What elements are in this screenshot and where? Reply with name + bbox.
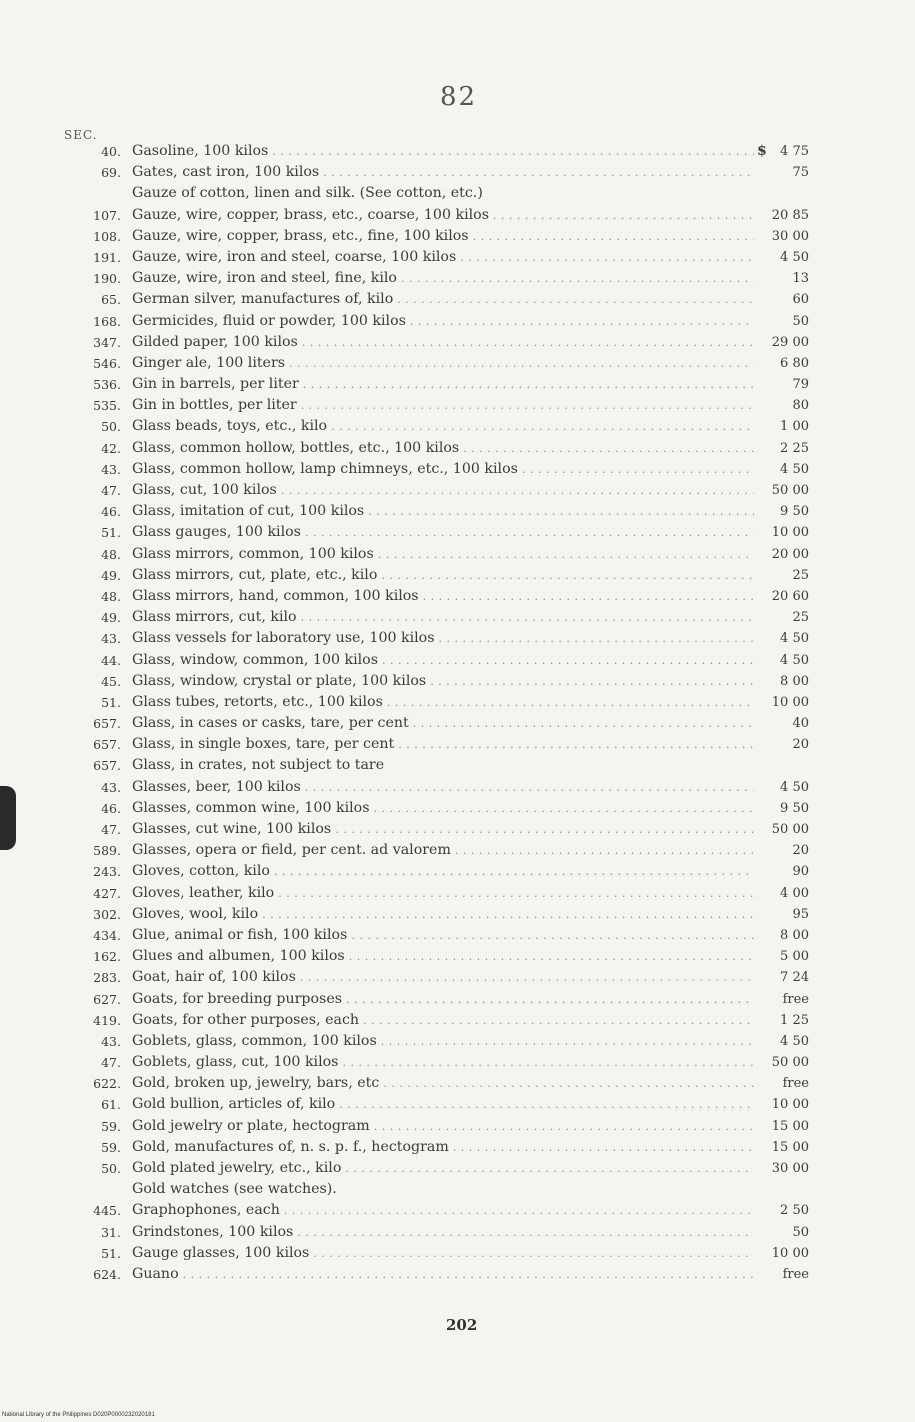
item-description <box>132 1073 754 1094</box>
tariff-entry-row <box>0 1073 915 1094</box>
tariff-entry-row <box>0 522 915 543</box>
section-number: 47. <box>101 1055 121 1071</box>
duty-rate: 4 00 <box>780 885 809 901</box>
item-description-text: Grindstones, 100 kilos <box>132 1224 297 1240</box>
item-description <box>132 883 754 904</box>
section-number: 46. <box>101 800 121 816</box>
section-number: 624. <box>93 1266 121 1282</box>
tariff-entry-row <box>0 162 915 183</box>
item-description-text: Gauge glasses, 100 kilos <box>132 1245 313 1261</box>
item-description <box>132 1222 754 1243</box>
duty-rate: 20 60 <box>771 588 809 604</box>
tariff-entry-row <box>0 353 915 374</box>
item-description <box>132 332 754 353</box>
section-number: 42. <box>101 440 121 456</box>
item-description <box>132 1243 754 1264</box>
item-description-text: Gold jewelry or plate, hectogram <box>132 1118 374 1134</box>
section-number: 59. <box>101 1139 121 1155</box>
item-description-text: Germicides, fluid or powder, 100 kilos <box>132 313 410 329</box>
duty-rate: 75 <box>792 165 809 181</box>
item-description <box>132 205 754 226</box>
duty-rate: 5 00 <box>780 949 809 965</box>
tariff-entry-row <box>0 1137 915 1158</box>
tariff-entry-row <box>0 946 915 967</box>
duty-rate: 4 50 <box>780 631 809 647</box>
item-description <box>132 1264 754 1285</box>
item-description <box>132 1031 754 1052</box>
section-number: 191. <box>93 249 121 265</box>
tariff-entry-row <box>0 989 915 1010</box>
duty-rate: free <box>782 991 809 1007</box>
item-description-text: Glass, common hollow, lamp chimneys, etc., 100 kilos <box>132 461 522 477</box>
item-description <box>132 1158 754 1179</box>
duty-rate: 60 <box>792 292 809 308</box>
tariff-entry-row <box>0 332 915 353</box>
item-description-text: Glasses, opera or field, per cent. ad valorem <box>132 842 455 858</box>
section-number: 43. <box>101 1033 121 1049</box>
item-description-text: Gilded paper, 100 kilos <box>132 334 302 350</box>
item-description-text: Glass mirrors, hand, common, 100 kilos <box>132 588 423 604</box>
duty-rate: 20 00 <box>771 546 809 562</box>
item-description-text: Glass mirrors, common, 100 kilos <box>132 546 378 562</box>
duty-rate: 79 <box>792 377 809 393</box>
duty-rate: 6 80 <box>780 355 809 371</box>
item-description <box>132 289 754 310</box>
section-number: 51. <box>101 525 121 541</box>
item-description-text: Glass mirrors, cut, plate, etc., kilo <box>132 567 381 583</box>
tariff-entry-row <box>0 819 915 840</box>
item-description-text: Glasses, common wine, 100 kilos <box>132 800 374 816</box>
tariff-entry-row <box>0 798 915 819</box>
item-description-text: Glues and albumen, 100 kilos <box>132 948 349 964</box>
duty-rate: 9 50 <box>780 504 809 520</box>
item-description-text: Gloves, leather, kilo <box>132 885 278 901</box>
section-number: 657. <box>93 716 121 732</box>
duty-rate: 9 50 <box>780 800 809 816</box>
section-number: 162. <box>93 949 121 965</box>
tariff-entry-row <box>0 692 915 713</box>
item-description <box>132 628 754 649</box>
section-number: 427. <box>93 885 121 901</box>
item-description <box>132 819 754 840</box>
item-description <box>132 416 754 437</box>
section-number: 243. <box>93 864 121 880</box>
tariff-entry-row <box>0 1010 915 1031</box>
tariff-entry-row <box>0 480 915 501</box>
duty-rate: free <box>782 1076 809 1092</box>
duty-rate: 2 50 <box>780 1203 809 1219</box>
item-description-text: Glass beads, toys, etc., kilo <box>132 418 331 434</box>
tariff-entry-row <box>0 1179 915 1200</box>
item-description <box>132 438 754 459</box>
duty-rate: 1 00 <box>780 419 809 435</box>
duty-rate: 4 50 <box>780 1033 809 1049</box>
tariff-entry-row <box>0 226 915 247</box>
section-number: 69. <box>101 165 121 181</box>
tariff-entry-row <box>0 883 915 904</box>
item-description <box>132 1137 754 1158</box>
item-description-text: Gates, cast iron, 100 kilos <box>132 164 323 180</box>
tariff-entry-row <box>0 1052 915 1073</box>
item-description <box>132 607 754 628</box>
item-description-text: Goat, hair of, 100 kilos <box>132 969 300 985</box>
item-description-text: Gauze, wire, copper, brass, etc., fine, 100 kilos <box>132 228 473 244</box>
tariff-entry-row <box>0 671 915 692</box>
item-description <box>132 777 754 798</box>
tariff-entry-row <box>0 1243 915 1264</box>
item-description-text: Glue, animal or fish, 100 kilos <box>132 927 351 943</box>
section-number: 622. <box>93 1076 121 1092</box>
duty-rate: 4 50 <box>780 652 809 668</box>
dollar-sign: $ <box>757 143 767 159</box>
item-description <box>132 586 754 607</box>
item-description-text: Glass, in crates, not subject to tare <box>132 757 388 773</box>
duty-rate: 10 00 <box>771 525 809 541</box>
section-number: 47. <box>101 483 121 498</box>
section-number: 589. <box>93 843 121 859</box>
duty-rate: 29 00 <box>771 334 809 350</box>
item-description-text: Ginger ale, 100 liters <box>132 355 289 371</box>
item-description-text: Gold plated jewelry, etc., kilo <box>132 1160 345 1176</box>
item-description <box>132 459 754 480</box>
duty-rate: 40 <box>792 716 809 732</box>
tariff-entry-row <box>0 607 915 628</box>
section-number: 48. <box>101 546 121 562</box>
duty-rate: free <box>782 1266 809 1282</box>
item-description-text: Gold, broken up, jewelry, bars, etc <box>132 1075 383 1091</box>
item-description-text: Gauze of cotton, linen and silk. (See cotton, etc.) <box>132 185 487 201</box>
section-column-header: SEC. <box>64 128 98 142</box>
item-description-text: Gloves, wool, kilo <box>132 906 262 922</box>
item-description-text: Guano <box>132 1266 183 1282</box>
item-description-text: Goblets, glass, common, 100 kilos <box>132 1033 381 1049</box>
tariff-entry-row <box>0 1094 915 1115</box>
item-description <box>132 967 754 988</box>
duty-rate: 90 <box>792 864 809 880</box>
item-description <box>132 522 754 543</box>
item-description <box>132 1200 754 1221</box>
tariff-entry-row <box>0 311 915 332</box>
tariff-entry-row <box>0 1222 915 1243</box>
duty-rate: 4 50 <box>780 461 809 477</box>
duty-rate: 4 75 <box>780 144 809 159</box>
item-description-text: Glasses, cut wine, 100 kilos <box>132 821 335 837</box>
duty-rate: 30 00 <box>771 228 809 244</box>
item-description <box>132 692 754 713</box>
tariff-entry-row <box>0 777 915 798</box>
section-number: 43. <box>101 779 121 795</box>
section-number: 45. <box>101 673 121 689</box>
section-number: 283. <box>93 970 121 986</box>
duty-rate: 20 <box>792 737 809 753</box>
tariff-entry-row <box>0 1200 915 1221</box>
section-number: 31. <box>101 1224 121 1240</box>
handwritten-page-mark: 82 <box>440 82 478 112</box>
tariff-entry-row <box>0 1116 915 1137</box>
section-number: 535. <box>93 398 121 414</box>
tariff-entry-row <box>0 861 915 882</box>
item-description-text: Goats, for breeding purposes <box>132 991 346 1007</box>
duty-rate: 20 85 <box>771 207 809 223</box>
item-description-text: Glass, cut, 100 kilos <box>132 482 281 498</box>
section-number: 59. <box>101 1118 121 1134</box>
duty-rate: 15 00 <box>771 1139 809 1155</box>
item-description <box>132 925 754 946</box>
item-description <box>132 141 754 162</box>
section-number: 546. <box>93 355 121 371</box>
item-description <box>132 798 754 819</box>
item-description <box>132 671 754 692</box>
duty-rate: 4 50 <box>780 249 809 265</box>
item-description <box>132 713 754 734</box>
item-description <box>132 734 754 755</box>
tariff-entry-row <box>0 289 915 310</box>
duty-rate: 30 00 <box>771 1161 809 1176</box>
duty-rate: 25 <box>792 567 809 583</box>
section-number: 347. <box>93 334 121 350</box>
duty-rate: 4 50 <box>780 779 809 795</box>
tariff-entry-row <box>0 755 915 776</box>
section-number: 627. <box>93 991 121 1007</box>
tariff-entry-row <box>0 438 915 459</box>
section-number: 51. <box>101 1245 121 1261</box>
item-description <box>132 1052 754 1073</box>
tariff-entry-row <box>0 395 915 416</box>
duty-rate: 8 00 <box>780 927 809 943</box>
tariff-entry-row <box>0 183 915 204</box>
item-description-text: Goats, for other purposes, each <box>132 1012 363 1028</box>
item-description <box>132 501 754 522</box>
item-description-text: German silver, manufactures of, kilo <box>132 291 397 307</box>
item-description <box>132 565 754 586</box>
duty-rate: 80 <box>792 398 809 414</box>
item-description <box>132 268 754 289</box>
tariff-entry-row <box>0 904 915 925</box>
duty-rate: 25 <box>792 610 809 626</box>
section-number: 46. <box>101 504 121 520</box>
item-description-text: Gold, manufactures of, n. s. p. f., hectogram <box>132 1139 453 1155</box>
duty-rate: 50 <box>792 313 809 329</box>
tariff-entry-row <box>0 544 915 565</box>
section-number: 65. <box>101 292 121 308</box>
tariff-entry-row <box>0 734 915 755</box>
tariff-entry-row <box>0 967 915 988</box>
item-description <box>132 226 754 247</box>
item-description <box>132 755 852 776</box>
duty-rate: 10 00 <box>771 1245 809 1261</box>
page-number: 202 <box>446 1316 478 1334</box>
item-description-text: Gin in bottles, per liter <box>132 397 301 413</box>
item-description <box>132 904 754 925</box>
section-number: 657. <box>93 737 121 753</box>
tariff-entry-row <box>0 205 915 226</box>
item-description <box>132 374 754 395</box>
duty-rate: 50 00 <box>771 822 809 837</box>
duty-rate: 50 00 <box>771 483 809 498</box>
tariff-entry-row <box>0 268 915 289</box>
item-description-text: Graphophones, each <box>132 1202 284 1218</box>
section-number: 108. <box>93 228 121 244</box>
section-number: 107. <box>93 207 121 223</box>
section-number: 536. <box>93 377 121 393</box>
duty-rate: 50 <box>792 1224 809 1240</box>
item-description <box>132 395 754 416</box>
tariff-entry-row <box>0 628 915 649</box>
section-number: 657. <box>93 758 121 774</box>
duty-rate: 20 <box>792 843 809 859</box>
section-number: 190. <box>93 271 121 287</box>
tariff-entry-row <box>0 141 915 162</box>
duty-rate: 2 25 <box>780 440 809 456</box>
section-number: 48. <box>101 588 121 604</box>
section-number: 50. <box>101 419 121 435</box>
tariff-entry-row <box>0 416 915 437</box>
item-description <box>132 162 754 183</box>
item-description <box>132 247 754 268</box>
section-number: 40. <box>101 144 121 159</box>
tariff-entry-row <box>0 925 915 946</box>
section-number: 43. <box>101 461 121 477</box>
item-description-text: Gold watches (see watches). <box>132 1181 341 1197</box>
item-description-text: Gasoline, 100 kilos <box>132 143 272 159</box>
item-description <box>132 946 754 967</box>
item-description-text: Glasses, beer, 100 kilos <box>132 779 305 795</box>
tariff-entry-row <box>0 565 915 586</box>
tariff-entries-list <box>0 141 915 1285</box>
section-number: 43. <box>101 631 121 647</box>
duty-rate: 7 24 <box>780 970 809 986</box>
item-description-text: Glass, in cases or casks, tare, per cent <box>132 715 413 731</box>
item-description <box>132 183 852 204</box>
duty-rate: 10 00 <box>771 1097 809 1113</box>
section-number: 49. <box>101 567 121 583</box>
item-description-text: Glass, in single boxes, tare, per cent <box>132 736 398 752</box>
item-description-text: Glass, window, crystal or plate, 100 kilos <box>132 673 430 689</box>
item-description <box>132 1094 754 1115</box>
tariff-entry-row <box>0 459 915 480</box>
section-number: 419. <box>93 1012 121 1028</box>
tariff-entry-row <box>0 501 915 522</box>
section-number: 445. <box>93 1203 121 1219</box>
item-description <box>132 353 754 374</box>
item-description <box>132 840 754 861</box>
tariff-entry-row <box>0 1031 915 1052</box>
item-description-text: Gin in barrels, per liter <box>132 376 303 392</box>
tariff-entry-row <box>0 840 915 861</box>
item-description-text: Gold bullion, articles of, kilo <box>132 1096 339 1112</box>
tariff-entry-row <box>0 713 915 734</box>
section-number: 434. <box>93 927 121 943</box>
section-number: 50. <box>101 1161 121 1176</box>
item-description-text: Glass gauges, 100 kilos <box>132 524 305 540</box>
section-number: 44. <box>101 652 121 668</box>
item-description <box>132 1179 852 1200</box>
item-description-text: Gauze, wire, iron and steel, fine, kilo <box>132 270 401 286</box>
tariff-entry-row <box>0 586 915 607</box>
duty-rate: 10 00 <box>771 694 809 710</box>
section-number: 47. <box>101 822 121 837</box>
item-description <box>132 1116 754 1137</box>
duty-rate: 95 <box>792 906 809 922</box>
duty-rate: 1 25 <box>780 1012 809 1028</box>
item-description-text: Gauze, wire, copper, brass, etc., coarse, 100 kilos <box>132 207 493 223</box>
item-description <box>132 861 754 882</box>
item-description <box>132 989 754 1010</box>
item-description-text: Gloves, cotton, kilo <box>132 863 274 879</box>
item-description-text: Glass, common hollow, bottles, etc., 100 kilos <box>132 440 463 456</box>
section-number: 168. <box>93 313 121 329</box>
tariff-entry-row <box>0 1264 915 1285</box>
tariff-entry-row <box>0 650 915 671</box>
duty-rate: 50 00 <box>771 1055 809 1071</box>
item-description <box>132 311 754 332</box>
item-description-text: Goblets, glass, cut, 100 kilos <box>132 1054 342 1070</box>
duty-rate: 8 00 <box>780 673 809 689</box>
section-number: 49. <box>101 610 121 626</box>
item-description-text: Glass, imitation of cut, 100 kilos <box>132 503 368 519</box>
footer-credit: National Library of the Philippines D020P0000232020181 <box>2 1412 155 1418</box>
tariff-entry-row <box>0 1158 915 1179</box>
duty-rate: 13 <box>792 271 809 287</box>
section-number: 51. <box>101 694 121 710</box>
duty-rate: 15 00 <box>771 1118 809 1134</box>
item-description-text: Glass vessels for laboratory use, 100 kilos <box>132 630 439 646</box>
item-description-text: Gauze, wire, iron and steel, coarse, 100 kilos <box>132 249 460 265</box>
item-description <box>132 1010 754 1031</box>
section-number: 61. <box>101 1097 121 1113</box>
item-description-text: Glass, window, common, 100 kilos <box>132 652 382 668</box>
tariff-entry-row <box>0 374 915 395</box>
item-description <box>132 544 754 565</box>
item-description <box>132 480 754 501</box>
item-description-text: Glass mirrors, cut, kilo <box>132 609 301 625</box>
section-number: 302. <box>93 906 121 922</box>
item-description <box>132 650 754 671</box>
item-description-text: Glass tubes, retorts, etc., 100 kilos <box>132 694 387 710</box>
tariff-entry-row <box>0 247 915 268</box>
